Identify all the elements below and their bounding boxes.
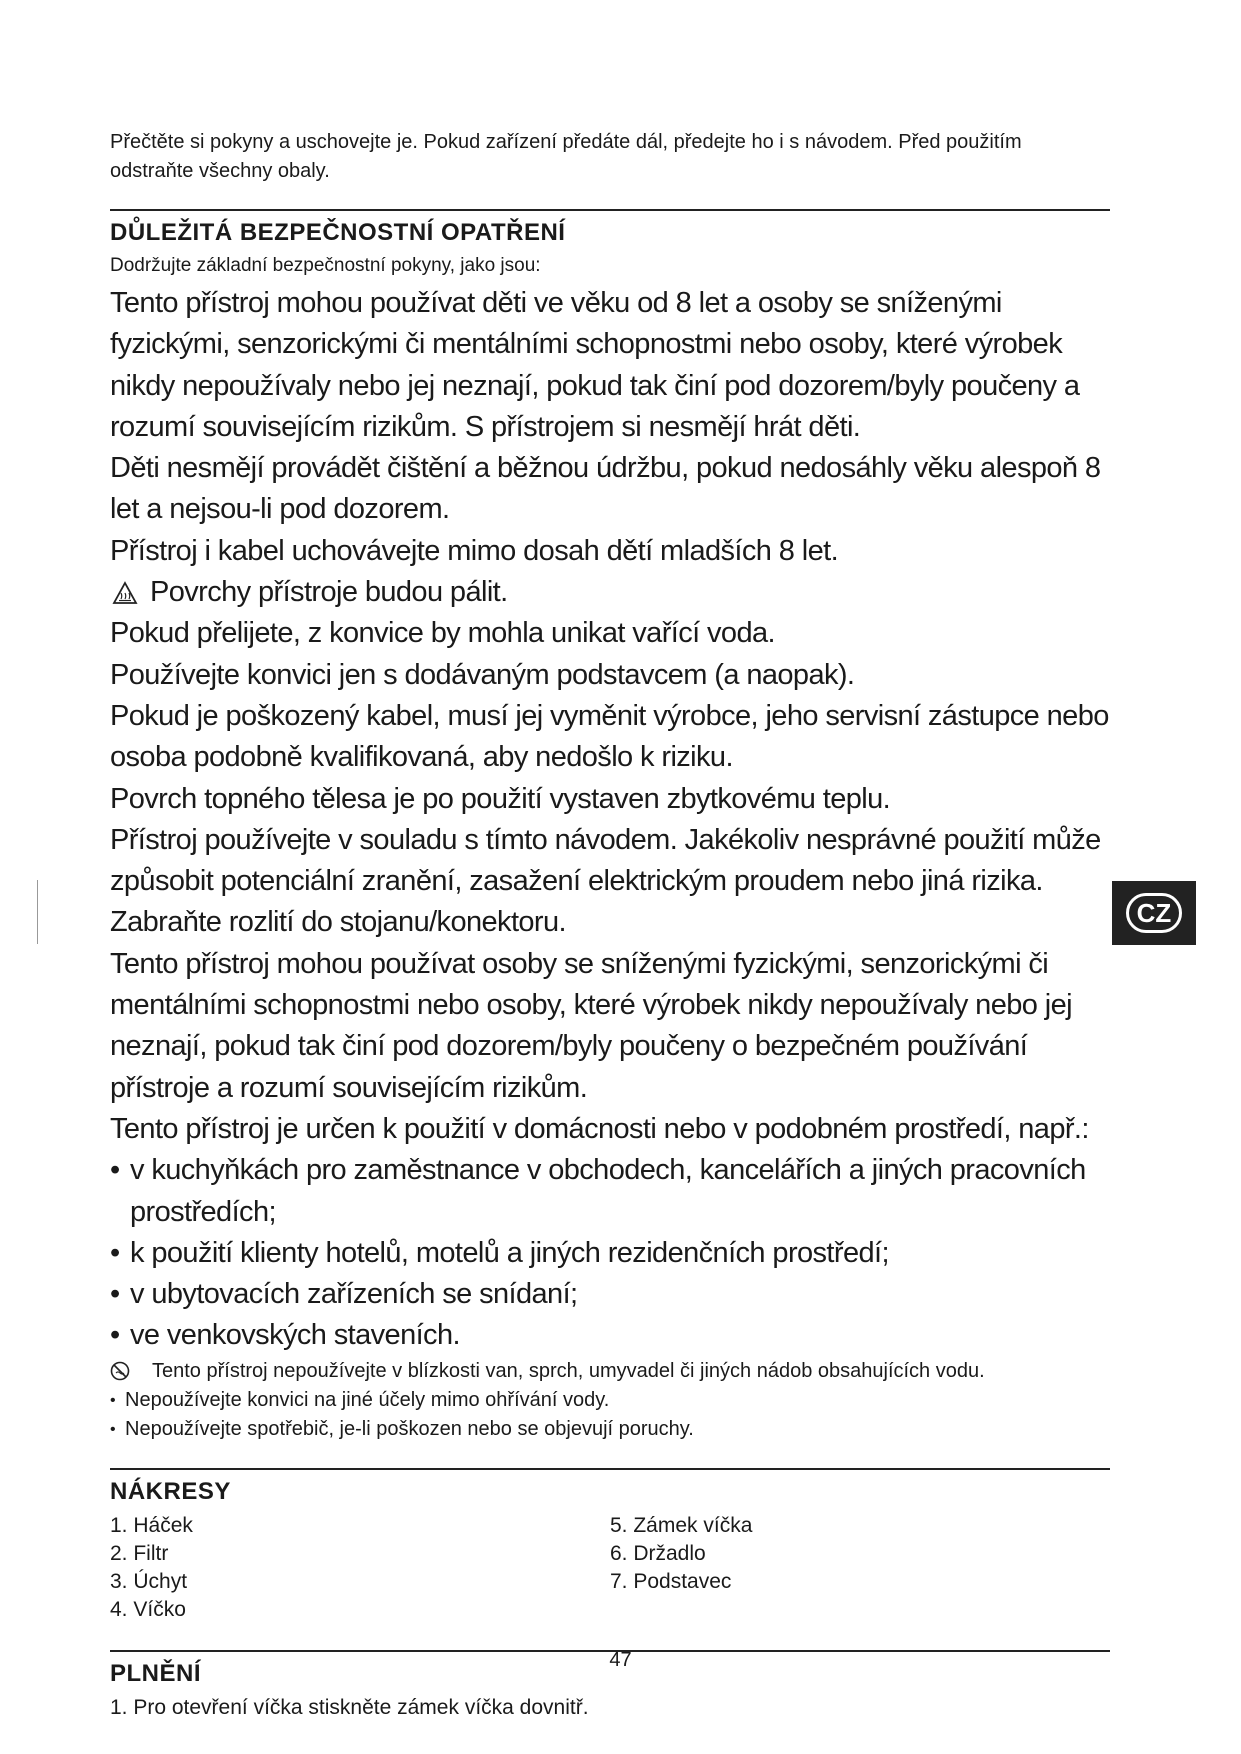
drawings-list [110, 1512, 1110, 1624]
drawings-heading: NÁKRESY [110, 1477, 231, 1505]
safety-paragraph: Děti nesmějí provádět čištění a běžnou údržbu, pokud nedosáhly věku alespoň 8 let a nejsou-li pod dozorem. [110, 452, 1101, 526]
drawings-column-right [610, 1512, 1110, 1624]
margin-line [37, 880, 38, 944]
safety-paragraph: Zabraňte rozlití do stojanu/konektoru. [110, 906, 566, 939]
list-item: 7. Podstavec [610, 1569, 732, 1593]
safety-paragraph: Používejte konvici jen s dodávaným podstavcem (a naopak). [110, 658, 855, 691]
hot-surface-icon [112, 581, 138, 605]
section-divider [110, 209, 1110, 211]
safety-instructions [110, 283, 1110, 1357]
section-divider [110, 1468, 1110, 1470]
language-tab-label: CZ [1126, 893, 1183, 933]
filling-step: 1. Pro otevření víčka stiskněte zámek víčka dovnitř. [110, 1695, 589, 1719]
safety-paragraph: Povrchy přístroje budou pálit. [150, 576, 508, 609]
list-item: • v ubytovacích zařízeních se snídaní; [110, 1274, 1110, 1315]
safety-paragraph: Povrch topného tělesa je po použití vystaven zbytkovému teplu. [110, 782, 891, 815]
safety-paragraph: Pokud je poškozený kabel, musí jej vyměnit výrobce, jeho servisní zástupce nebo osoba podobně kvalifikovaná, aby nedošlo k riziku. [110, 699, 1109, 774]
safety-subtitle: Dodržujte základní bezpečnostní pokyny, jako jsou: [110, 255, 541, 276]
safety-paragraph: Tento přístroj mohou používat děti ve věku od 8 let a osoby se sníženými fyzickými, senzorickými či mentálními schopnostmi nebo osoby, které výrobek nikdy nepoužívaly nebo jej neznají, pokud tak činí pod dozorem/byly poučeny a rozumí souvisejícím rizikům. S přístrojem si nesmějí hrát děti. [110, 287, 1080, 443]
list-item: • Nepoužívejte spotřebič, je-li poškozen nebo se objevují poruchy. [110, 1415, 1110, 1444]
list-item: 1. Háček [110, 1513, 193, 1537]
list-item: 3. Úchyt [110, 1569, 188, 1593]
intro-text: Přečtěte si pokyny a uschovejte je. Pokud zařízení předáte dál, předejte ho i s návodem. Před použitím odstraňte všechny obaly. [110, 131, 1022, 182]
hot-surface-warning [110, 572, 1110, 613]
safety-paragraph: Přístroj i kabel uchovávejte mimo dosah dětí mladších 8 let. [110, 534, 839, 567]
safety-paragraph: Tento přístroj mohou používat osoby se sníženými fyzickými, senzorickými či mentálními schopnostmi nebo osoby, které výrobek nikdy nepoužívaly nebo jej neznají, pokud tak činí pod dozorem/byly poučeny o bezpečném používání přístroje a rozumí souvisejícím rizikům. [110, 947, 1072, 1104]
water-warning: Tento přístroj nepoužívejte v blízkosti van, sprch, umyvadel či jiných nádob obsahujících vodu. [110, 1357, 1110, 1386]
safety-heading: DŮLEŽITÁ BEZPEČNOSTNÍ OPATŘENÍ [110, 219, 566, 246]
page-number: 47 [609, 1649, 632, 1671]
list-item: 5. Zámek víčka [610, 1513, 753, 1537]
list-item: 4. Víčko [110, 1597, 186, 1621]
list-item: 6. Držadlo [610, 1541, 706, 1565]
drawings-column-left [110, 1512, 610, 1624]
bullet: • [110, 1420, 116, 1438]
bullet: • [110, 1391, 116, 1409]
document-page [110, 128, 1110, 1722]
list-item: • v kuchyňkách pro zaměstnance v obchodech, kancelářích a jiných pracovních prostředích; [110, 1150, 1110, 1233]
additional-warnings [110, 1357, 1110, 1444]
bullet: • [110, 1319, 120, 1352]
list-item: • ve venkovských staveních. [110, 1315, 1110, 1356]
no-water-icon [110, 1361, 130, 1381]
safety-paragraph: Pokud přelijete, z konvice by mohla unikat vařící voda. [110, 617, 775, 650]
list-item: • Nepoužívejte konvici na jiné účely mimo ohřívání vody. [110, 1386, 1110, 1415]
list-item: • k použití klienty hotelů, motelů a jiných rezidenčních prostředí; [110, 1233, 1110, 1274]
safety-paragraph: Přístroj používejte v souladu s tímto návodem. Jakékoliv nesprávné použití může způsobit potenciální zranění, zasažení elektrickým proudem nebo jiná rizika. [110, 823, 1101, 898]
safety-paragraph: Tento přístroj je určen k použití v domácnosti nebo v podobném prostředí, např.: [110, 1112, 1089, 1145]
bullet: • [110, 1154, 120, 1187]
filling-heading: PLNĚNÍ [110, 1659, 202, 1687]
language-tab [1112, 881, 1196, 945]
bullet: • [110, 1278, 120, 1311]
list-item: 2. Filtr [110, 1541, 169, 1565]
bullet: • [110, 1236, 120, 1269]
